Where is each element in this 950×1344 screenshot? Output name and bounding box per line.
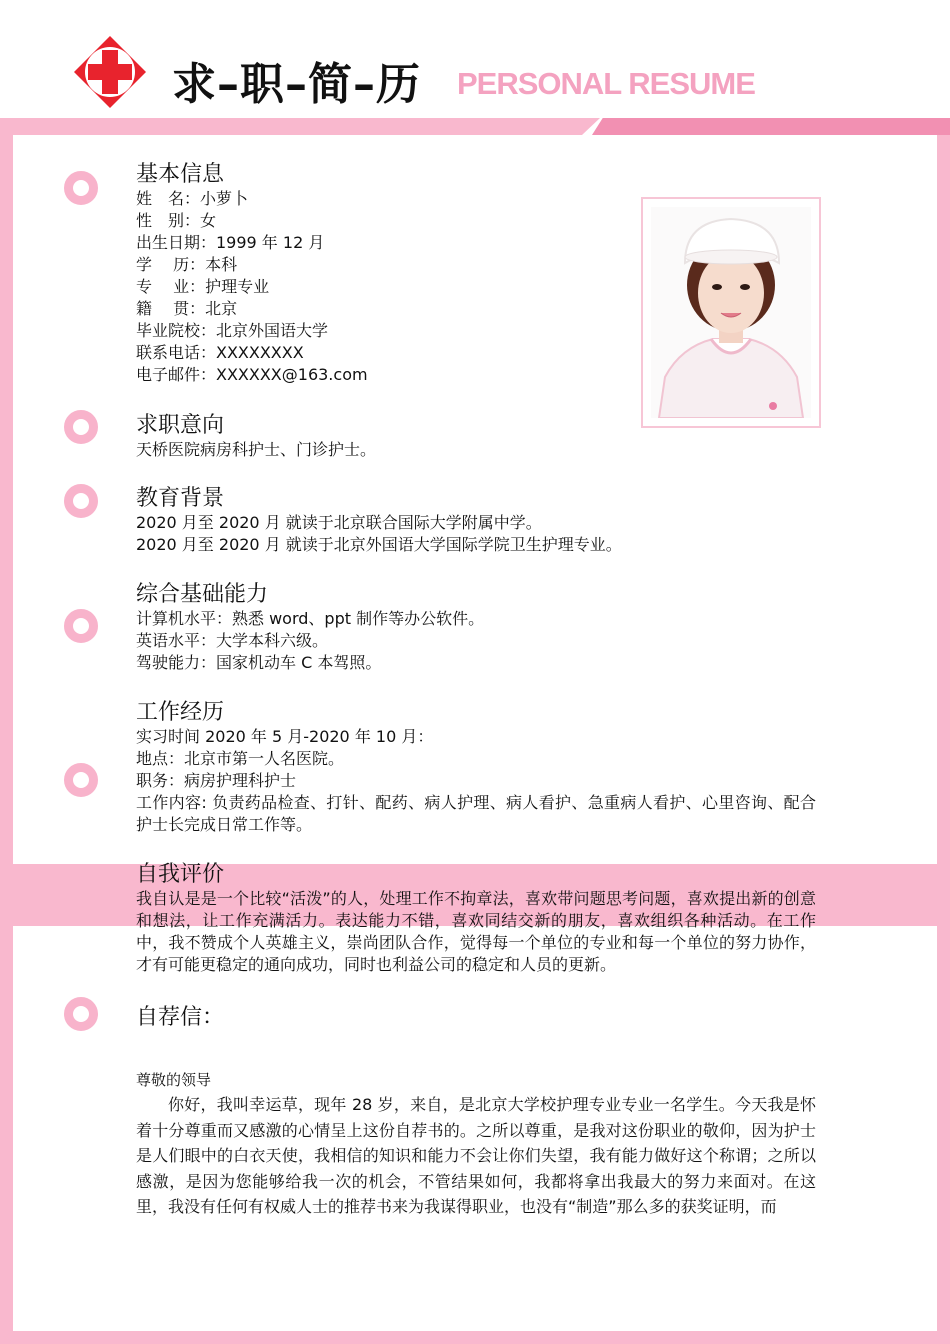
- page-border-right: [937, 135, 950, 1344]
- basic-info-line: 姓 名：小萝卜: [136, 189, 249, 208]
- work-line: 职务：病房护理科护士: [136, 771, 297, 790]
- basic-info-line: 性 别：女: [136, 211, 217, 230]
- basic-info-line: 电子邮件：XXXXXX@163.com: [136, 365, 368, 384]
- job-intention-section: [136, 413, 826, 461]
- self-eval-text: 我自认是是一个比较“活泼”的人，处理工作不拘章法，喜欢带问题思考问题，喜欢提出新的创意和想法，让工作充满活力。表达能力不错，喜欢同结交新的朋友，喜欢组织各种活动。在工作中，我不赞成个人英雄主义，崇尚团队合作，觉得每一个单位的专业和每一个单位的努力协作，才有可能更稳定的通向成功，同时也利益公司的稳定和人员的更新。: [136, 889, 816, 974]
- skills-section: [136, 582, 826, 674]
- basic-info-section: [136, 162, 826, 386]
- ring-icon: [64, 484, 98, 518]
- work-content: 工作内容: 负责药品检查、打针、配药、病人护理、病人看护、急重病人看护、心里咨询、配合护士长完成日常工作等。: [136, 793, 816, 834]
- education-line: 2020 月至 2020 月 就读于北京外国语大学国际学院卫生护理专业。: [136, 535, 622, 554]
- work-section: [136, 700, 826, 836]
- skills-line: 英语水平：大学本科六级。: [136, 631, 329, 650]
- work-heading: 工作经历: [136, 700, 225, 725]
- basic-info-line: 毕业院校：北京外国语大学: [136, 321, 329, 340]
- ring-icon: [64, 609, 98, 643]
- skills-line: 计算机水平：熟悉 word、ppt 制作等办公软件。: [136, 609, 485, 628]
- page-border-bottom: [0, 1331, 950, 1344]
- cover-letter-heading: 自荐信：: [136, 1005, 225, 1030]
- cover-letter-greeting: 尊敬的领导: [136, 1071, 212, 1089]
- education-line: 2020 月至 2020 月 就读于北京联合国际大学附属中学。: [136, 513, 542, 532]
- ring-icon: [64, 763, 98, 797]
- basic-info-line: 学 历：本科: [136, 255, 238, 274]
- work-line: 实习时间 2020 年 5 月-2020 年 10 月：: [136, 727, 434, 746]
- page-subtitle: PERSONAL RESUME: [457, 66, 755, 101]
- basic-info-heading: 基本信息: [136, 162, 225, 187]
- skills-line: 驾驶能力：国家机动车 C 本驾照。: [136, 653, 382, 672]
- page-title: 求–职–简–历: [172, 59, 421, 110]
- self-eval-heading: 自我评价: [136, 862, 225, 887]
- basic-info-line: 联系电话：XXXXXXXX: [136, 343, 304, 362]
- job-intention-heading: 求职意向: [136, 413, 225, 438]
- self-eval-section: [136, 862, 826, 976]
- work-line: 地点：北京市第一人名医院。: [136, 749, 345, 768]
- page-border-left: [0, 135, 13, 1344]
- cover-letter-body: 你好，我叫幸运草，现年 28 岁，来自，是北京大学校护理专业专业一名学生。今天我是怀着十分尊重而又感激的心情呈上这份自荐书的。之所以尊重，是我对这份职业的敬仰，因为护士是人们眼中的白衣天使，我相信的知识和能力不会让你们失望，我有能力做好这个称谓；之所以感激，是因为您能够给我一次的机会，不管结果如何，我都将拿出我最大的努力来面对。在这里，我没有任何有权威人士的推荐书来为我谋得职业，也没有“制造”那么多的获奖证明，而: [136, 1095, 816, 1216]
- basic-info-line: 籍 贯：北京: [136, 299, 238, 318]
- basic-info-line: 出生日期：1999 年 12 月: [136, 233, 325, 252]
- ring-icon: [64, 410, 98, 444]
- header-band-left: [0, 118, 600, 135]
- header-band-right: [592, 118, 950, 135]
- education-heading: 教育背景: [136, 486, 225, 511]
- skills-heading: 综合基础能力: [136, 582, 269, 607]
- red-cross-icon: [72, 34, 148, 110]
- basic-info-line: 专 业：护理专业: [136, 277, 270, 296]
- cover-letter-section: [136, 1005, 826, 1220]
- ring-icon: [64, 171, 98, 205]
- job-intention-line: 天桥医院病房科护士、门诊护士。: [136, 440, 377, 459]
- ring-icon: [64, 997, 98, 1031]
- education-section: [136, 486, 826, 556]
